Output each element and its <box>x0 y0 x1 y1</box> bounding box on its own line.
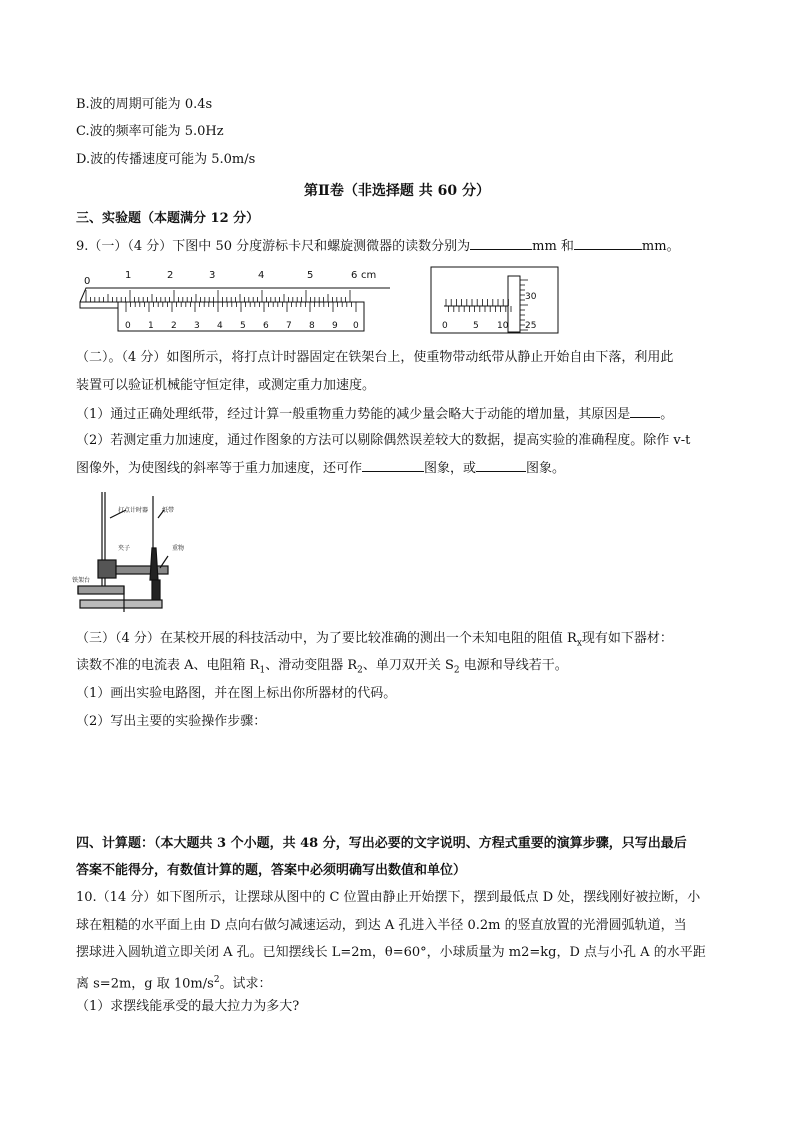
q9-part3-q2: （2）写出主要的实验操作步骤： <box>76 714 267 729</box>
caliper-vernier-label: 4 <box>217 321 223 331</box>
caliper-unit: cm <box>361 270 377 281</box>
section2-title: 第Ⅱ卷（非选择题 共 60 分） <box>304 183 490 199</box>
q10-line1: 10.（14 分）如下图所示，让摆球从图中的 C 位置由静止开始摆下，摆到最低点 D 处，摆线刚好被拉断，小 <box>76 890 701 905</box>
micrometer-sleeve-label: 0 <box>442 321 448 331</box>
q9-part3-line2-d: 电源和导线若干。 <box>459 658 568 673</box>
superscript-2: 2 <box>213 975 220 985</box>
option-b: B.波的周期可能为 0.4s <box>76 97 213 112</box>
q9-part2-q2-text-b: 图象，或 <box>424 461 477 476</box>
unit-mm-1: mm 和 <box>532 239 574 254</box>
q9-part2-q1 <box>76 405 673 424</box>
subscript-2: 2 <box>357 665 363 676</box>
section3-heading: 三、实验题（本题满分 12 分） <box>76 211 260 226</box>
free-fall-apparatus-figure <box>72 488 212 620</box>
apparatus-label-base: 铁架台 <box>72 577 91 584</box>
caliper-main-label: 2 <box>167 270 174 281</box>
q9-part3-text-b: 现有如下器材： <box>581 631 673 646</box>
micrometer-thimble-label: 30 <box>525 292 537 302</box>
answer-blank-graph-2[interactable] <box>476 459 526 472</box>
q10-line4-end: 。试求： <box>219 976 272 992</box>
caliper-main-label: 1 <box>125 270 132 281</box>
caliper-vernier-label: 9 <box>332 321 338 331</box>
q10-line2: 球在粗糙的水平面上由 D 点向右做匀减速运动，到达 A 孔进入半径 0.2m 的竖直放置的光滑圆弧轨道，当 <box>76 918 687 933</box>
caliper-main-label: 6 <box>351 270 358 281</box>
caliper-vernier-label: 2 <box>171 321 177 331</box>
apparatus-label-timer: 打点计时器 <box>118 507 149 514</box>
answer-blank-caliper[interactable] <box>470 237 532 250</box>
unit-mm-2: mm。 <box>641 239 680 254</box>
section4-heading-line2: 答案不能得分，有数值计算的题，答案中必须明确写出数值和单位） <box>76 863 467 878</box>
caliper-vernier-label: 5 <box>240 321 246 331</box>
q10-line4-text: 离 s=2m，g 取 10m/s <box>76 976 214 992</box>
apparatus-label-clamp: 夹子 <box>118 545 131 552</box>
subscript-x: x <box>576 638 582 649</box>
caliper-vernier-label: 6 <box>263 321 269 331</box>
q9-part2-q2-text-a: 图像外，为使图线的斜率等于重力加速度，还可作 <box>76 461 363 476</box>
answer-blank-micrometer[interactable] <box>574 237 642 250</box>
q9-part3-line2-c: 、单刀双开关 S <box>362 658 454 673</box>
q9-part2-q1-text: （1）通过正确处理纸带，经过计算一般重物重力势能的减少量会略大于动能的增加量，其原因是 <box>76 407 631 422</box>
option-d: D.波的传播速度可能为 5.0m/s <box>76 152 256 167</box>
q9-part3-line1 <box>76 630 673 653</box>
q9-part2-q1-end: 。 <box>660 407 674 422</box>
q9-part1-text <box>76 237 680 256</box>
q10-line3: 摆球进入圆轨道立即关闭 A 孔。已知摆线长 L=2m，θ=60°，小球质量为 m2=kg，D 点与小孔 A 的水平距 <box>76 945 706 960</box>
q9-part2-q2-line2 <box>76 459 565 478</box>
caliper-main-label: 3 <box>209 270 216 281</box>
answer-blank-reason[interactable] <box>630 405 660 418</box>
micrometer-thimble-label: 25 <box>525 321 537 331</box>
caliper-vernier-label: 0 <box>125 321 131 331</box>
q9-part3-text-a: （三）（4 分）在某校开展的科技活动中，为了要比较准确的测出一个未知电阻的阻值 R <box>76 631 577 646</box>
micrometer-figure <box>430 266 560 336</box>
q9-part3-line2-b: 、滑动变阻器 R <box>265 658 358 673</box>
section4-heading-line1: 四、计算题：（本大题共 3 个小题，共 48 分，写出必要的文字说明、方程式重要的演算步骤，只写出最后 <box>76 836 687 851</box>
q9-part1-prompt: 9.（一）（4 分）下图中 50 分度游标卡尺和螺旋测微器的读数分别为 <box>76 239 471 254</box>
apparatus-label-weight: 重物 <box>172 545 185 552</box>
vernier-caliper-figure <box>78 264 394 336</box>
subscript-2b: 2 <box>453 665 460 676</box>
answer-blank-graph-1[interactable] <box>362 459 424 472</box>
caliper-vernier-label: 1 <box>148 321 154 331</box>
option-c: C.波的频率可能为 5.0Hz <box>76 124 224 139</box>
q9-part2-line2: 装置可以验证机械能守恒定律，或测定重力加速度。 <box>76 378 376 393</box>
caliper-vernier-label: 8 <box>309 321 315 331</box>
subscript-1: 1 <box>259 665 266 676</box>
caliper-vernier-label: 3 <box>194 321 200 331</box>
q9-part3-line2 <box>76 657 568 680</box>
caliper-vernier-label: 7 <box>286 321 292 331</box>
q9-part3-line2-a: 读数不准的电流表 A、电阻箱 R <box>76 658 260 673</box>
caliper-vernier-label: 0 <box>353 321 359 331</box>
caliper-main-label: 5 <box>307 270 314 281</box>
q10-line4 <box>76 971 272 993</box>
micrometer-sleeve-label: 5 <box>473 321 479 331</box>
q9-part2-line1: （二）。（4 分）如图所示，将打点计时器固定在铁架台上，使重物带动纸带从静止开始自由下落，利用此 <box>76 350 674 365</box>
q9-part3-q1: （1）画出实验电路图，并在图上标出你所器材的代码。 <box>76 686 397 701</box>
q9-part2-q2-text-c: 图象。 <box>526 461 566 476</box>
caliper-main-label: 4 <box>258 270 265 281</box>
q9-part2-q2-line1: （2）若测定重力加速度，通过作图象的方法可以剔除偶然误差较大的数据，提高实验的准确程度。除作 v-t <box>76 433 691 448</box>
caliper-main-label: 0 <box>84 276 91 287</box>
apparatus-label-tape: 纸带 <box>162 507 175 514</box>
micrometer-sleeve-label: 10 <box>497 321 509 331</box>
q10-q1: （1）求摆线能承受的最大拉力为多大? <box>76 999 300 1014</box>
